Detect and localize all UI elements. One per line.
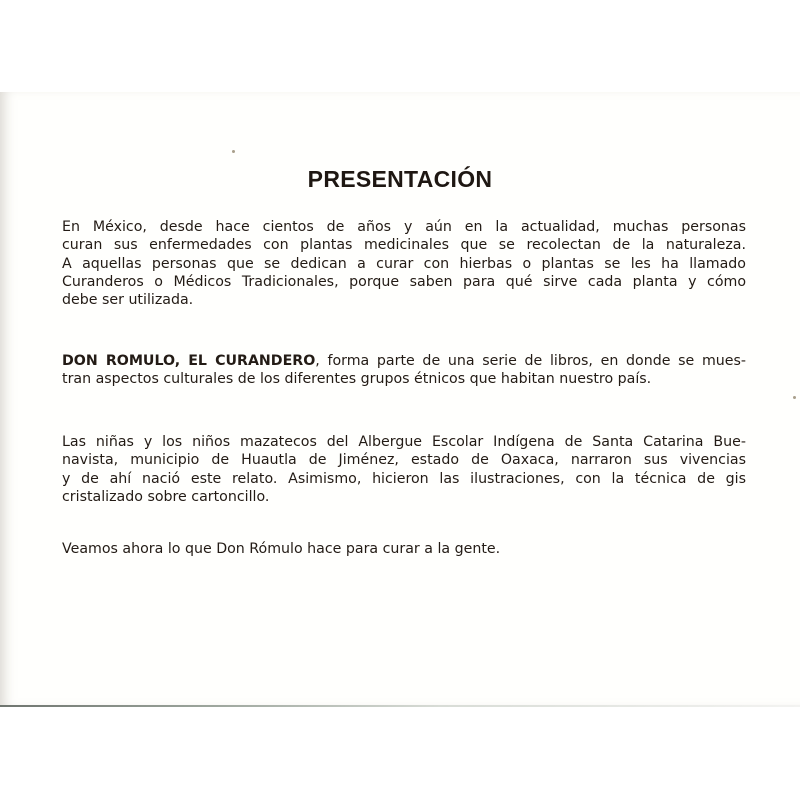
page-title: PRESENTACIÓN (307, 166, 493, 192)
text-line (62, 352, 746, 370)
text-line: Veamos ahora lo que Don Rómulo hace para curar a la gente. (62, 541, 501, 557)
page-bottom-edge (0, 705, 800, 707)
text-line: curan sus enfermedades con plantas medicinales que se recolectan de la naturaleza. (62, 237, 746, 254)
text-line: Curanderos o Médicos Tradicionales, porque saben para qué sirve cada planta y cómo (62, 273, 746, 290)
paragraph-authors (62, 433, 746, 506)
text-line: y de ahí nació este relato. Asimismo, hicieron las ilustraciones, con la técnica de gis (62, 470, 746, 487)
text-line: cristalizado sobre cartoncillo. (62, 488, 270, 505)
paper-speck (793, 396, 796, 399)
paragraph-closing (62, 540, 746, 558)
text-line: tran aspectos culturales de los diferentes grupos étnicos que habitan nuestro país. (62, 371, 652, 388)
text-line: debe ser utilizada. (62, 292, 194, 309)
text-line: En México, desde hace cientos de años y aún en la actualidad, muchas personas (62, 219, 746, 235)
book-title-bold: DON ROMULO, EL CURANDERO (62, 353, 316, 369)
paper-speck (232, 150, 235, 153)
text-line: A aquellas personas que se dedican a curar con hierbas o plantas se les ha llamado (62, 255, 746, 272)
text-line: Las niñas y los niños mazatecos del Albergue Escolar Indígena de Santa Catarina Bue- (62, 434, 746, 450)
paragraph-series (62, 352, 746, 389)
text-line: navista, municipio de Huautla de Jiménez, estado de Oaxaca, narraron sus vivencias (62, 452, 746, 469)
paragraph-intro (62, 218, 746, 309)
text-fragment: , forma parte de una serie de libros, en donde se mues- (315, 353, 746, 369)
